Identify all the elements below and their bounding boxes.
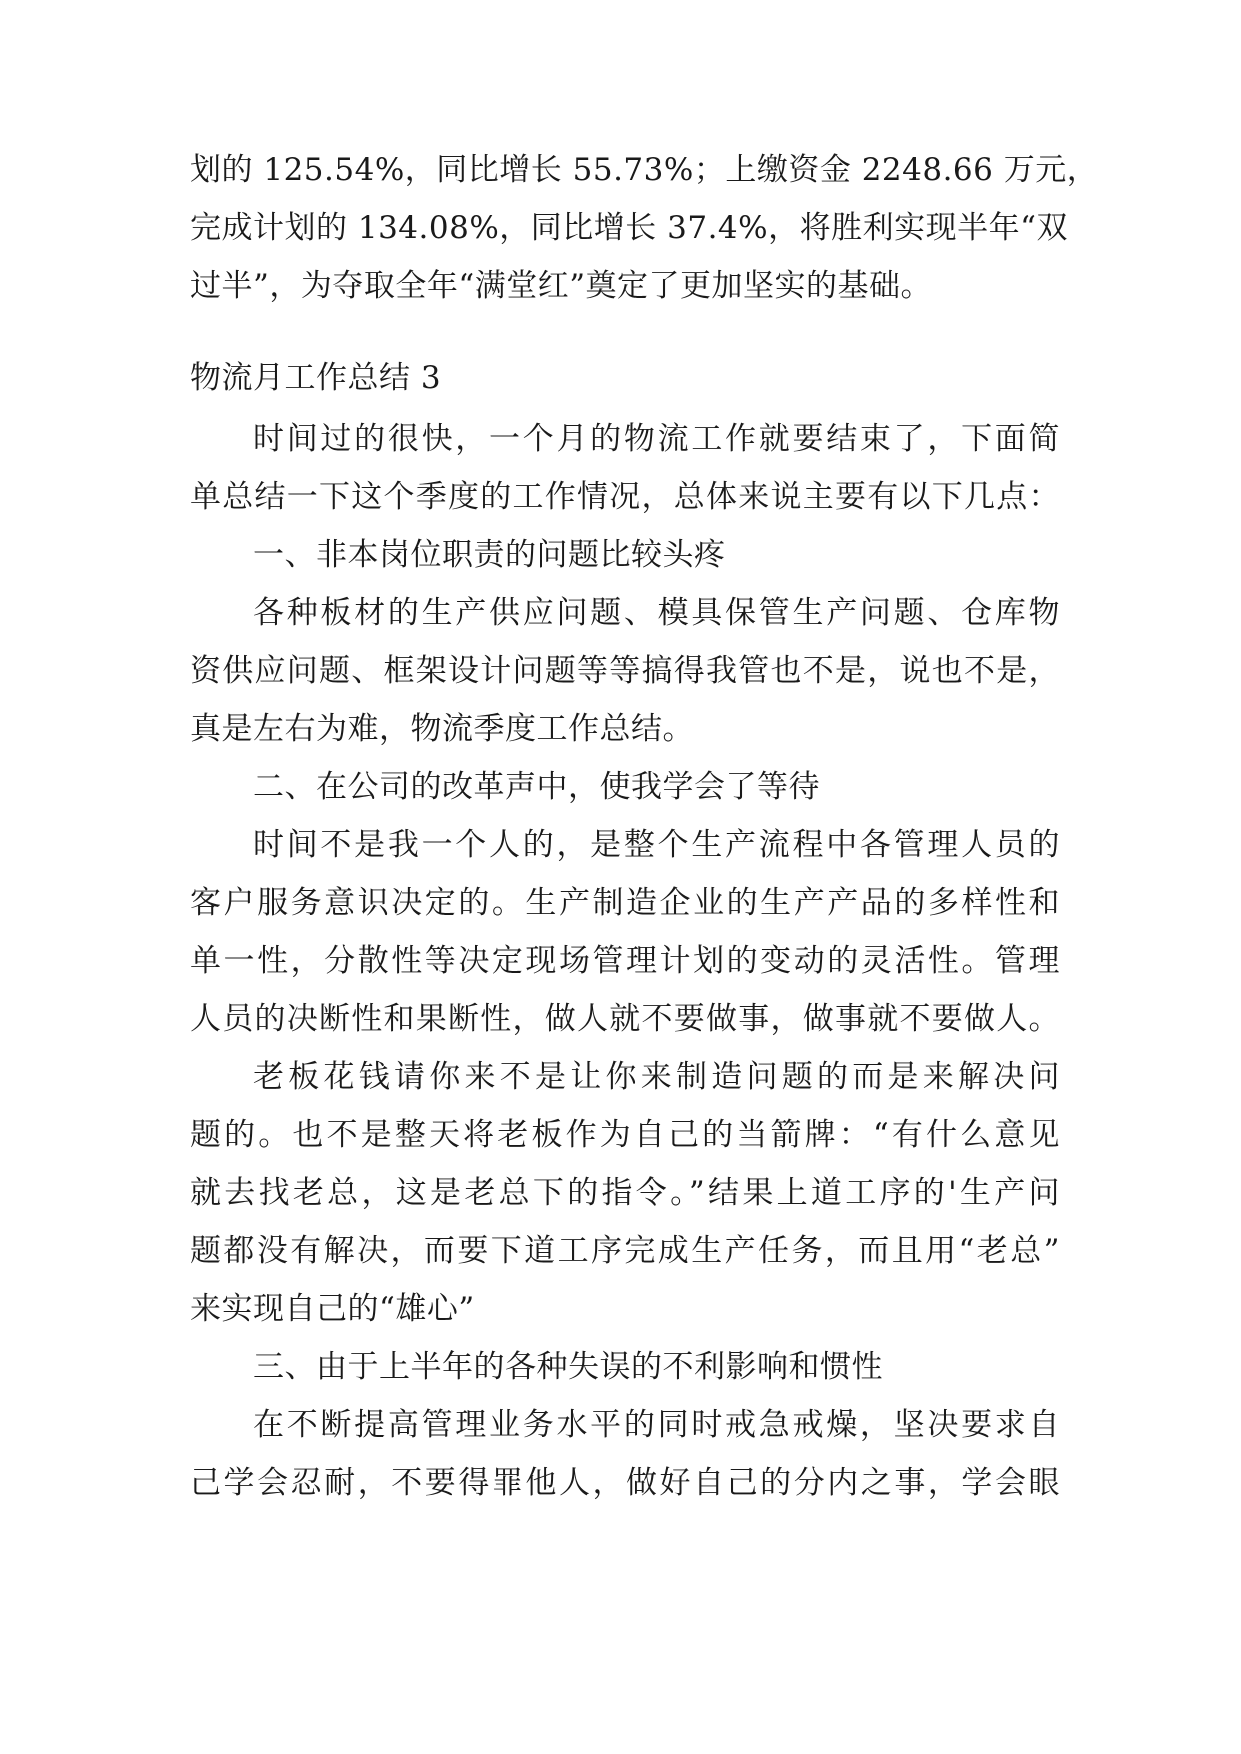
paragraph-line: 己学会忍耐，不要得罪他人，做好自己的分内之事，学会眼 bbox=[190, 1465, 1060, 1501]
paragraph-line: 过半”，为夺取全年“满堂红”奠定了更加坚实的基础。 bbox=[190, 268, 933, 304]
paragraph-line: 客户服务意识决定的。生产制造企业的生产产品的多样性和 bbox=[190, 885, 1060, 921]
paragraph-line: 各种板材的生产供应问题、模具保管生产问题、仓库物 bbox=[253, 595, 1060, 631]
section-title: 物流月工作总结 3 bbox=[190, 360, 442, 396]
paragraph-line: 来实现自己的“雄心” bbox=[190, 1291, 475, 1327]
paragraph-line: 单总结一下这个季度的工作情况，总体来说主要有以下几点： bbox=[190, 479, 1060, 515]
paragraph-line: 完成计划的 134.08%，同比增长 37.4%，将胜利实现半年“双 bbox=[190, 210, 1068, 246]
paragraph-line: 划的 125.54%，同比增长 55.73%；上缴资金 2248.66 万元， bbox=[190, 152, 1099, 188]
subheading: 一、非本岗位职责的问题比较头疼 bbox=[253, 537, 726, 573]
paragraph-line: 就去找老总，这是老总下的指令。”结果上道工序的'生产问 bbox=[190, 1175, 1060, 1211]
paragraph-line: 时间过的很快，一个月的物流工作就要结束了，下面简 bbox=[253, 421, 1060, 457]
paragraph-line: 单一性，分散性等决定现场管理计划的变动的灵活性。管理 bbox=[190, 943, 1060, 979]
paragraph-line: 资供应问题、框架设计问题等等搞得我管也不是，说也不是， bbox=[190, 653, 1060, 689]
paragraph-line: 在不断提高管理业务水平的同时戒急戒燥，坚决要求自 bbox=[253, 1407, 1060, 1443]
subheading: 三、由于上半年的各种失误的不利影响和惯性 bbox=[253, 1349, 883, 1385]
subheading: 二、在公司的改革声中，使我学会了等待 bbox=[253, 769, 820, 805]
paragraph-line: 真是左右为难，物流季度工作总结。 bbox=[190, 711, 694, 747]
paragraph-line: 题的。也不是整天将老板作为自己的当箭牌：“有什么意见 bbox=[190, 1117, 1060, 1153]
paragraph-line: 老板花钱请你来不是让你来制造问题的而是来解决问 bbox=[253, 1059, 1060, 1095]
paragraph-line: 时间不是我一个人的，是整个生产流程中各管理人员的 bbox=[253, 827, 1060, 863]
paragraph-line: 人员的决断性和果断性，做人就不要做事，做事就不要做人。 bbox=[190, 1001, 1060, 1037]
paragraph-line: 题都没有解决，而要下道工序完成生产任务，而且用“老总” bbox=[190, 1233, 1060, 1269]
